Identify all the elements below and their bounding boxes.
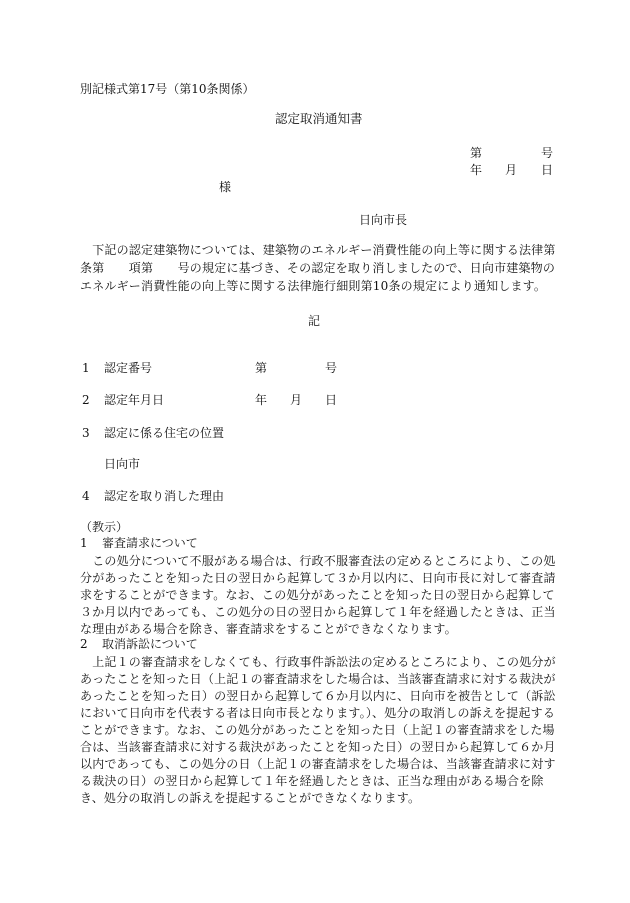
notice-section-2-heading xyxy=(80,638,198,650)
notice-heading: （教示） xyxy=(80,520,129,534)
item-1-dai: 第 xyxy=(255,361,268,375)
form-label: 別記様式第17号（第10条関係） xyxy=(80,82,255,96)
item-2-year: 年 xyxy=(255,393,268,407)
body-paragraph: 下記の認定建築物については、建築物のエネルギー消費性能の向上等に関する法律第 条第 項第 号の規定に基づき、その認定を取り消しましたので、日向市建築物のエネルギー消費性能の向上等に関する法律施行細則第10条の規定により通知します。 xyxy=(80,243,580,293)
item-2-month: 月 xyxy=(290,393,303,407)
item-4-num: 4 xyxy=(82,489,90,503)
item-3-num: 3 xyxy=(82,426,90,440)
doc-number-dai: 第 xyxy=(470,146,483,160)
date-year: 年 xyxy=(470,163,483,177)
item-3-label: 認定に係る住宅の位置 xyxy=(104,426,225,440)
doc-number-go: 号 xyxy=(541,146,554,160)
item-2-day: 日 xyxy=(325,393,338,407)
notice-section-1-heading xyxy=(80,537,198,549)
notice-section-1-text: この処分について不服がある場合は、行政不服審査法の定めるところにより、この処分があったことを知った日の翌日から起算して３か月以内に、日向市長に対して審査請求をすることができます。なお、この処分があったことを知った日の翌日から起算して３か月以内であっても、この処分の日の翌日から起算して１年を経過したときは、正当な理由がある場合を除き、審査請求をすることができなくなります。 xyxy=(80,554,556,636)
notice-section-1-title: 審査請求について xyxy=(102,536,198,550)
notice-section-1-num: 1 xyxy=(80,536,88,550)
item-3-location: 日向市 xyxy=(104,457,141,471)
addressee-suffix: 様 xyxy=(219,180,232,194)
date-day: 日 xyxy=(541,163,554,177)
notice-section-2-text: 上記１の審査請求をしなくても、行政事件訴訟法の定めるところにより、この処分があったことを知った日（上記１の審査請求をした場合は、当該審査請求に対する裁決があったことを知った日）の翌日から起算して６か月以内に、日向市を被告として（訴訟において日向市を代表する者は日向市長となります。）、処分の取消しの訴えを提起することができます。なお、この処分があったことを知った日（上記１の審査請求をした場合は、当該審査請求に対する裁決があったことを知った日）の翌日から起算して６か月以内であっても、この処分の日（上記１の審査請求をした場合は、当該審査請求に対する裁決の日）の翌日から起算して１年を経過したときは、正当な理由がある場合を除き、処分の取消しの訴えを提起することができなくなります。 xyxy=(80,655,556,805)
item-4-label: 認定を取り消した理由 xyxy=(104,489,225,503)
item-2-label: 認定年月日 xyxy=(104,393,165,407)
item-1-label: 認定番号 xyxy=(104,361,153,375)
date-month: 月 xyxy=(505,163,518,177)
document-title: 認定取消通知書 xyxy=(275,111,363,126)
item-2-num: 2 xyxy=(82,393,90,407)
item-1-go: 号 xyxy=(325,361,338,375)
issuer: 日向市長 xyxy=(359,213,408,227)
notice-section-2-num: 2 xyxy=(80,637,88,651)
item-1-num: 1 xyxy=(82,361,90,375)
notice-section-2-title: 取消訴訟について xyxy=(102,637,198,651)
ki-label: 記 xyxy=(308,314,321,328)
